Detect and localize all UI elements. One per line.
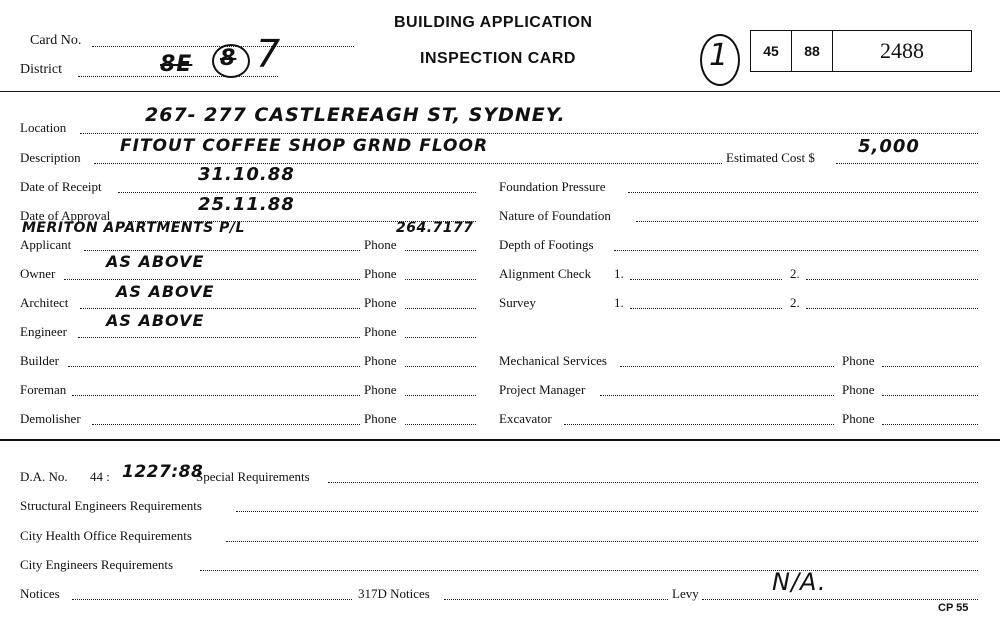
health-label: City Health Office Requirements bbox=[20, 528, 192, 543]
structural-line bbox=[236, 511, 978, 512]
description-value: FITOUT COFFEE SHOP GRND FLOOR bbox=[120, 136, 489, 156]
district-circled-value: 8 bbox=[220, 46, 237, 71]
estimated-cost-value: 5,000 bbox=[858, 136, 920, 157]
date-approval-value: 25.11.88 bbox=[198, 194, 295, 215]
foreman-phone-line bbox=[405, 395, 476, 396]
survey-label: Survey bbox=[499, 295, 536, 310]
mechanical-line bbox=[620, 366, 834, 367]
levy-value: N/A. bbox=[772, 568, 827, 596]
foundation-pressure-line bbox=[628, 192, 978, 193]
builder-line bbox=[68, 366, 360, 367]
applicant-value: MERITON APARTMENTS P/L bbox=[22, 220, 245, 236]
alignment-label: Alignment Check bbox=[499, 266, 592, 281]
engineers-label: City Engineers Requirements bbox=[20, 557, 174, 572]
architect-value: AS ABOVE bbox=[116, 282, 215, 301]
applicant-line bbox=[84, 250, 360, 251]
project-manager-line bbox=[600, 395, 834, 396]
excavator-phone-label: Phone bbox=[842, 411, 875, 426]
demolisher-phone-label: Phone bbox=[364, 411, 397, 426]
architect-phone-line bbox=[405, 308, 476, 309]
notices-label: Notices bbox=[20, 586, 60, 601]
excavator-line bbox=[564, 424, 834, 425]
excavator-label: Excavator bbox=[499, 411, 552, 426]
foundation-pressure-label: Foundation Pressure bbox=[499, 179, 606, 194]
engineer-phone-line bbox=[405, 337, 476, 338]
nature-foundation-label: Nature of Foundation bbox=[499, 208, 611, 223]
structural-label: Structural Engineers Requirements bbox=[20, 498, 202, 513]
owner-label: Owner bbox=[20, 266, 56, 281]
engineers-line bbox=[200, 570, 978, 571]
owner-phone-label: Phone bbox=[364, 266, 397, 281]
owner-phone-line bbox=[405, 279, 476, 280]
district-label: District bbox=[20, 62, 62, 77]
card-number: 2488 bbox=[832, 30, 972, 72]
survey-line-1 bbox=[630, 308, 782, 309]
header-rule bbox=[0, 91, 1000, 92]
mechanical-phone-label: Phone bbox=[842, 353, 875, 368]
owner-value: AS ABOVE bbox=[106, 252, 205, 271]
depth-footings-label: Depth of Footings bbox=[499, 237, 594, 252]
demolisher-line bbox=[92, 424, 360, 425]
description-line bbox=[94, 163, 722, 164]
applicant-phone-value: 264.7177 bbox=[396, 220, 474, 236]
box-code-1: 45 bbox=[750, 30, 792, 72]
levy-label: Levy bbox=[672, 586, 699, 601]
depth-footings-line bbox=[614, 250, 978, 251]
builder-label: Builder bbox=[20, 353, 59, 368]
foreman-phone-label: Phone bbox=[364, 382, 397, 397]
project-manager-label: Project Manager bbox=[499, 382, 586, 397]
demolisher-phone-line bbox=[405, 424, 476, 425]
alignment-num-1: 1. bbox=[614, 266, 624, 281]
applicant-phone-line bbox=[405, 250, 476, 251]
excavator-phone-line bbox=[882, 424, 978, 425]
date-approval-label: Date of Approval bbox=[20, 208, 111, 223]
engineer-line bbox=[78, 337, 360, 338]
notices-line bbox=[72, 599, 352, 600]
survey-num-1: 1. bbox=[614, 295, 624, 310]
architect-line bbox=[80, 308, 360, 309]
survey-line-2 bbox=[806, 308, 978, 309]
date-receipt-value: 31.10.88 bbox=[198, 164, 295, 185]
levy-line bbox=[702, 599, 978, 600]
engineer-label: Engineer bbox=[20, 324, 67, 339]
engineer-phone-label: Phone bbox=[364, 324, 397, 339]
special-requirements-label: Special Requirements bbox=[196, 469, 310, 484]
builder-phone-line bbox=[405, 366, 476, 367]
box-code-2: 88 bbox=[791, 30, 833, 72]
date-receipt-line bbox=[118, 192, 476, 193]
form-title-line1: BUILDING APPLICATION bbox=[394, 14, 593, 31]
estimated-cost-line bbox=[836, 163, 978, 164]
form-title-line2: INSPECTION CARD bbox=[420, 50, 576, 67]
builder-phone-label: Phone bbox=[364, 353, 397, 368]
location-label: Location bbox=[20, 120, 67, 135]
district-extra: 7 bbox=[256, 32, 282, 76]
da-value: 1227:88 bbox=[122, 462, 204, 482]
mechanical-label: Mechanical Services bbox=[499, 353, 607, 368]
architect-phone-label: Phone bbox=[364, 295, 397, 310]
description-label: Description bbox=[20, 150, 81, 165]
nature-foundation-line bbox=[636, 221, 978, 222]
project-manager-phone-line bbox=[882, 395, 978, 396]
mechanical-phone-line bbox=[882, 366, 978, 367]
notices-317d-line bbox=[444, 599, 668, 600]
health-line bbox=[226, 541, 978, 542]
location-line bbox=[80, 133, 978, 134]
applicant-phone-label: Phone bbox=[364, 237, 397, 252]
alignment-num-2: 2. bbox=[790, 266, 800, 281]
location-value: 267- 277 CASTLEREAGH ST, SYDNEY. bbox=[145, 104, 566, 126]
circled-number: 1 bbox=[709, 38, 730, 73]
card-no-label: Card No. bbox=[30, 33, 82, 48]
applicant-label: Applicant bbox=[20, 237, 72, 252]
estimated-cost-label: Estimated Cost $ bbox=[726, 150, 815, 165]
foreman-label: Foreman bbox=[20, 382, 67, 397]
form-code: CP 55 bbox=[938, 602, 969, 614]
da-no-label: D.A. No. bbox=[20, 469, 68, 484]
project-manager-phone-label: Phone bbox=[842, 382, 875, 397]
owner-line bbox=[64, 279, 360, 280]
foreman-line bbox=[72, 395, 360, 396]
district-value: 8E bbox=[160, 52, 193, 77]
notices-317d-label: 317D Notices bbox=[358, 586, 430, 601]
date-receipt-label: Date of Receipt bbox=[20, 179, 102, 194]
engineer-value: AS ABOVE bbox=[106, 311, 205, 330]
demolisher-label: Demolisher bbox=[20, 411, 81, 426]
survey-num-2: 2. bbox=[790, 295, 800, 310]
alignment-line-2 bbox=[806, 279, 978, 280]
da-prefix: 44 : bbox=[90, 469, 110, 484]
architect-label: Architect bbox=[20, 295, 69, 310]
alignment-line-1 bbox=[630, 279, 782, 280]
special-requirements-line bbox=[328, 482, 978, 483]
section-rule bbox=[0, 439, 1000, 441]
